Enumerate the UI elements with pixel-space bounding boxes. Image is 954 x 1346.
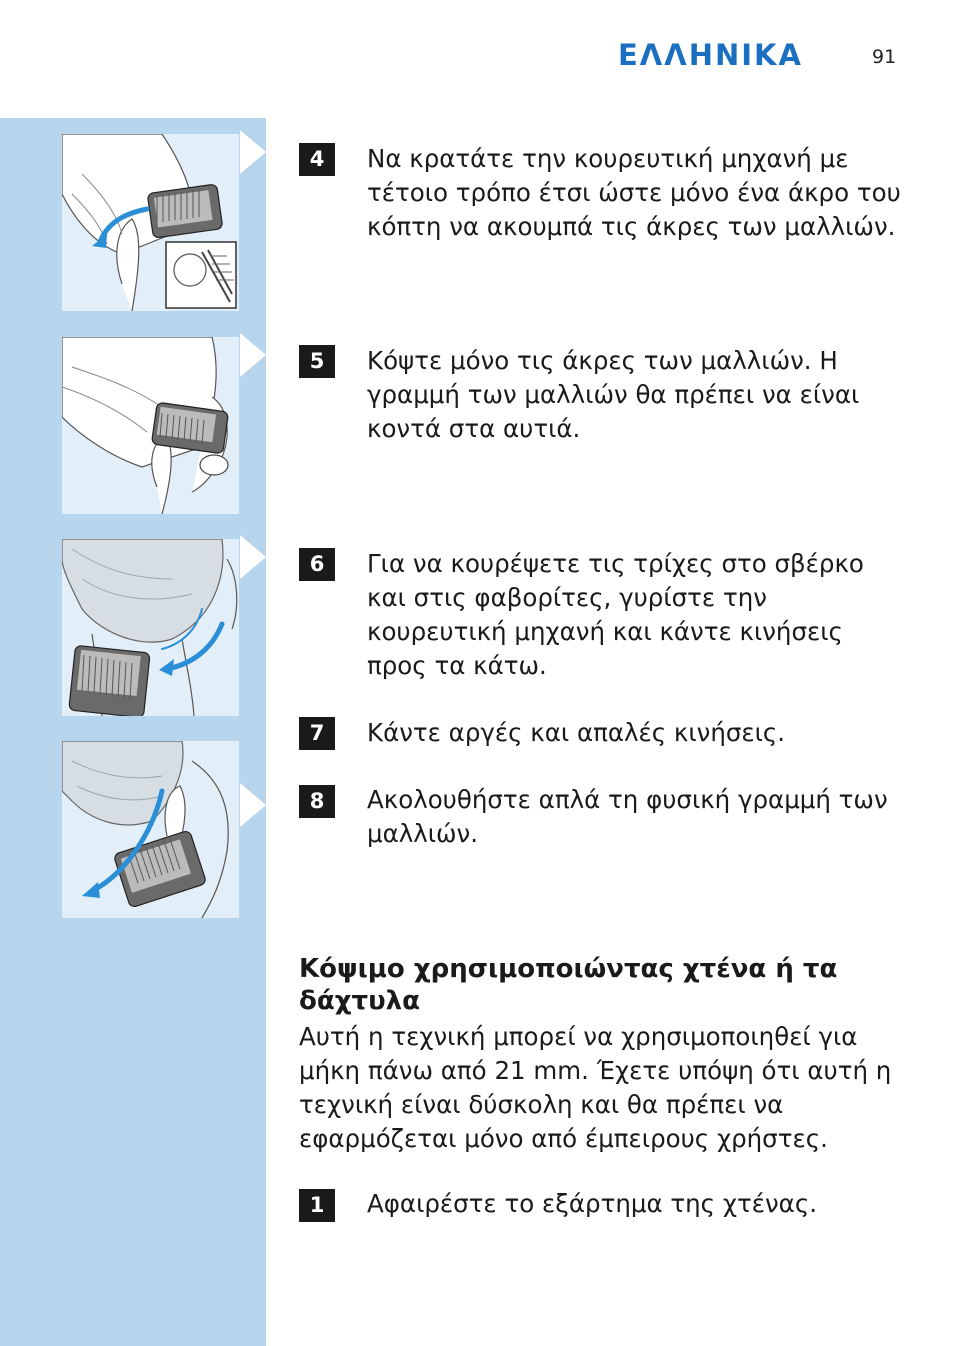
illustration-pointer: [240, 783, 266, 827]
step-instruction: Κάντε αργές και απαλές κινήσεις.: [367, 718, 786, 747]
trimmer-sideburn-arrow-icon: [62, 741, 239, 918]
trimmer-ear-arrow-icon: [62, 134, 239, 311]
language-heading: ΕΛΛΗΝΙΚΑ: [618, 38, 803, 72]
step-instruction: Κόψτε μόνο τις άκρες των μαλλιών. Η γραμμή των μαλλιών θα πρέπει να είναι κοντά στα αυτιά.: [367, 346, 860, 443]
section-paragraph: Αυτή η τεχνική μπορεί να χρησιμοποιηθεί για μήκη πάνω από 21 mm. Έχετε υπόψη ότι αυτή η τεχνική είναι δύσκολη και θα πρέπει να εφαρμόζεται μόνο από έμπειρους χρήστες.: [299, 1022, 892, 1153]
step-number-badge: 4: [299, 143, 335, 176]
illustration-pointer: [240, 130, 266, 174]
trimmer-neck-arrow-icon: [62, 539, 239, 716]
step-instruction: Να κρατάτε την κουρευτική μηχανή με τέτοιο τρόπο έτσι ώστε μόνο ένα άκρο του κόπτη να ακουμπά τις άκρες των μαλλιών.: [367, 144, 901, 241]
illustration-pointer: [240, 333, 266, 377]
step-number-badge: 6: [299, 548, 335, 581]
step-instruction: Αφαιρέστε το εξάρτημα της χτένας.: [367, 1189, 817, 1218]
illustration-trim-hair-tips: [62, 134, 239, 311]
illustration-natural-hairline: [62, 741, 239, 918]
trimmer-ear-icon: [62, 337, 239, 514]
illustration-hairline-near-ears: [62, 337, 239, 514]
illustration-neck-sideburns: [62, 539, 239, 716]
section-heading: Κόψιμο χρησιμοποιώντας χτένα ή τα δάχτυλα: [299, 954, 838, 1016]
step-number-badge: 5: [299, 345, 335, 378]
step-number-badge: 1: [299, 1189, 335, 1222]
page-number: 91: [872, 46, 897, 68]
step-instruction: Ακολουθήστε απλά τη φυσική γραμμή των μαλλιών.: [367, 785, 888, 848]
step-instruction: Για να κουρέψετε τις τρίχες στο σβέρκο και στις φαβορίτες, γυρίστε την κουρευτική μηχανή και κάντε κινήσεις προς τα κάτω.: [367, 549, 864, 680]
step-number-badge: 8: [299, 785, 335, 818]
step-number-badge: 7: [299, 717, 335, 750]
illustration-pointer: [240, 535, 266, 579]
